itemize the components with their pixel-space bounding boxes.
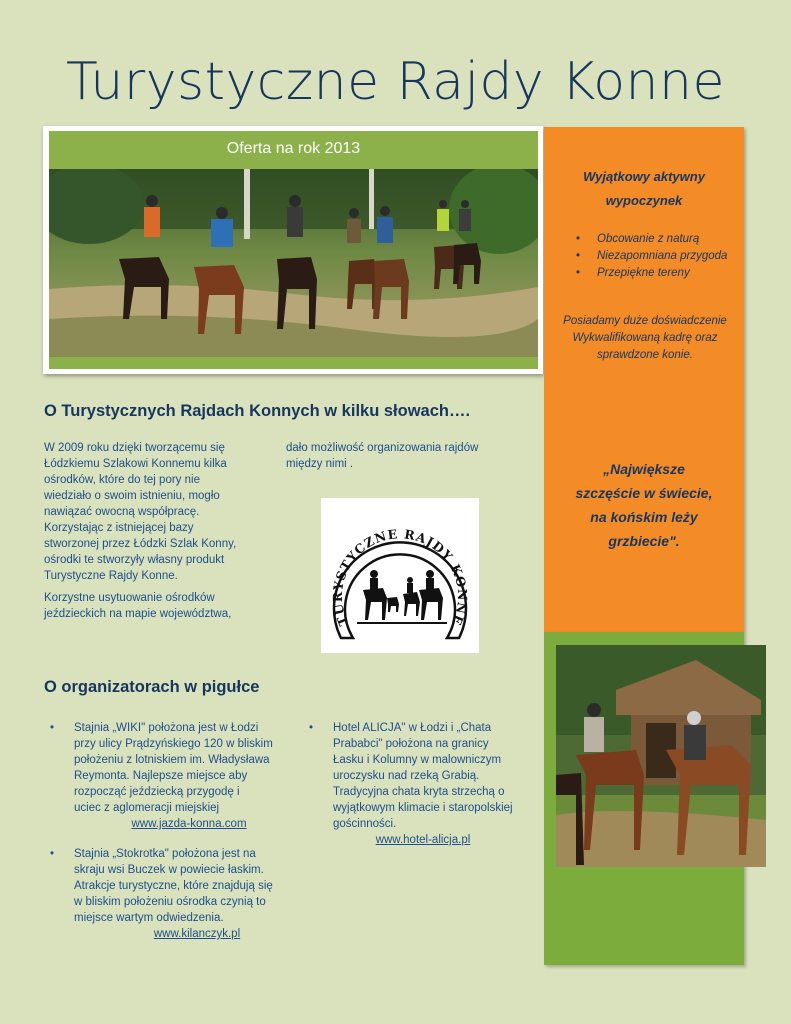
- orange-sidebar: [544, 127, 744, 632]
- list-item: • Przepiękne tereny: [576, 265, 741, 282]
- text-line: położeniu z lotniskiem im. Władysława: [74, 754, 270, 766]
- organizer-link-hotel-alicja[interactable]: www.hotel-alicja.pl: [375, 834, 471, 846]
- bullet-icon: •: [50, 722, 55, 734]
- sidebar-quote-line: grzbiecie".: [608, 533, 680, 549]
- bullet-icon: •: [309, 722, 314, 734]
- text-line: Korzystne usytuowanie ośrodków: [44, 592, 215, 604]
- text-line: Hotel ALICJA" w Łodzi i „Chata: [333, 722, 492, 734]
- sidebar-quote-line: szczęście w świecie,: [575, 485, 713, 501]
- sidebar-heading: [544, 165, 744, 213]
- bullet-icon: •: [50, 848, 55, 860]
- text-line: miejsce wartym odwiedzenia.: [74, 912, 224, 924]
- horseshoe-logo: [321, 498, 479, 653]
- horse-riders-photo: [49, 169, 538, 357]
- text-line: jeździeckich na mapie województwa,: [44, 608, 232, 620]
- text-line: Łasku i Kolumny w malowniczym: [333, 754, 502, 766]
- sidebar-paragraph: [550, 313, 740, 364]
- sidebar-paragraph-line: Posiadamy duże doświadczenie: [563, 315, 727, 327]
- list-item: • Obcowanie z naturą: [576, 231, 741, 248]
- sidebar-quote: [544, 457, 744, 553]
- hero-header-band: [49, 131, 538, 169]
- sidebar-quote-line: „Największe: [603, 461, 685, 477]
- sidebar-heading-line: wypoczynek: [605, 193, 683, 208]
- about-paragraph-2: [44, 590, 264, 622]
- text-line: dało możliwość organizowania rajdów: [286, 442, 479, 454]
- text-line: wyjątkowym klimacie i staropolskiej: [333, 802, 513, 814]
- organizers-heading: O organizatorach w pigułce: [44, 678, 260, 696]
- organizer-description: [74, 720, 273, 816]
- text-line: między nimi .: [286, 458, 354, 470]
- list-item: • Niezapomniana przygoda: [576, 248, 741, 265]
- about-paragraph-3: [286, 440, 516, 472]
- sidebar-heading-line: Wyjątkowy aktywny: [583, 169, 705, 184]
- text-line: uroczysku nad rzeką Grabią.: [333, 770, 480, 782]
- text-line: Reymonta. Najlepsze miejsce aby: [74, 770, 248, 782]
- text-line: Prababci" położona na granicy: [333, 738, 489, 750]
- text-line: Turystyczne Rajdy Konne.: [44, 570, 178, 582]
- text-line: Stajnia „WIKI" położona jest w Łodzi: [74, 722, 259, 734]
- horseshoe-logo-graphic: [321, 498, 479, 653]
- text-line: ośrodków, które do tej pory nie: [44, 474, 200, 486]
- text-line: Korzystając z istniejącej bazy: [44, 522, 194, 534]
- text-line: skraju wsi Buczek w powiecie łaskim.: [74, 864, 264, 876]
- about-heading: O Turystycznych Rajdach Konnych w kilku słowach….: [44, 402, 471, 420]
- hero-card: [43, 126, 543, 374]
- organizer-description: [74, 846, 273, 926]
- organizer-link-jazda-konna[interactable]: www.jazda-konna.com: [131, 818, 247, 830]
- text-line: Tradycyjna chata kryta strzechą o: [333, 786, 505, 798]
- text-line: rozpocząć jeździecką przygodę i: [74, 786, 240, 798]
- hero-subtitle: Oferta na rok 2013: [226, 140, 361, 157]
- page-title: Turystyczne Rajdy Konne: [66, 52, 725, 112]
- text-line: wiedziało o swoim istnieniu, mogło: [44, 490, 220, 502]
- text-line: W 2009 roku dzięki tworzącemu się: [44, 442, 225, 454]
- text-line: Łódzkiemu Szlakowi Konnemu kilka: [44, 458, 227, 470]
- stable-riders-photo: [556, 645, 766, 867]
- about-paragraph-1: [44, 440, 264, 584]
- sidebar-bullet-list: [576, 231, 741, 282]
- organizer-description: [333, 720, 513, 832]
- text-line: gościnności.: [333, 818, 397, 830]
- organizer-link-kilanczyk[interactable]: www.kilanczyk.pl: [153, 928, 241, 940]
- text-line: uciec z aglomeracji miejskiej: [74, 802, 220, 814]
- text-line: Stajnia „Stokrotka" położona jest na: [74, 848, 256, 860]
- logo-arc-text: TURYSTYCZNE RAJDY KONNE: [329, 526, 471, 629]
- text-line: stworzonej przez Łódzki Szlak Konny,: [44, 538, 237, 550]
- text-line: przy ulicy Prądzyńskiego 120 w bliskim: [74, 738, 273, 750]
- text-line: ośrodki te stworzyły własny produkt: [44, 554, 225, 566]
- text-line: Atrakcje turystyczne, które znajdują się: [74, 880, 273, 892]
- text-line: nawiązać owocną współpracę.: [44, 506, 200, 518]
- text-line: w bliskim położeniu ośrodka czynią to: [74, 896, 266, 908]
- hero-footer-band: [49, 357, 538, 369]
- sidebar-quote-line: na końskim leży: [590, 509, 698, 525]
- sidebar-paragraph-line: Wykwalifikowaną kadrę oraz: [572, 332, 718, 344]
- sidebar-paragraph-line: sprawdzone konie.: [597, 349, 693, 361]
